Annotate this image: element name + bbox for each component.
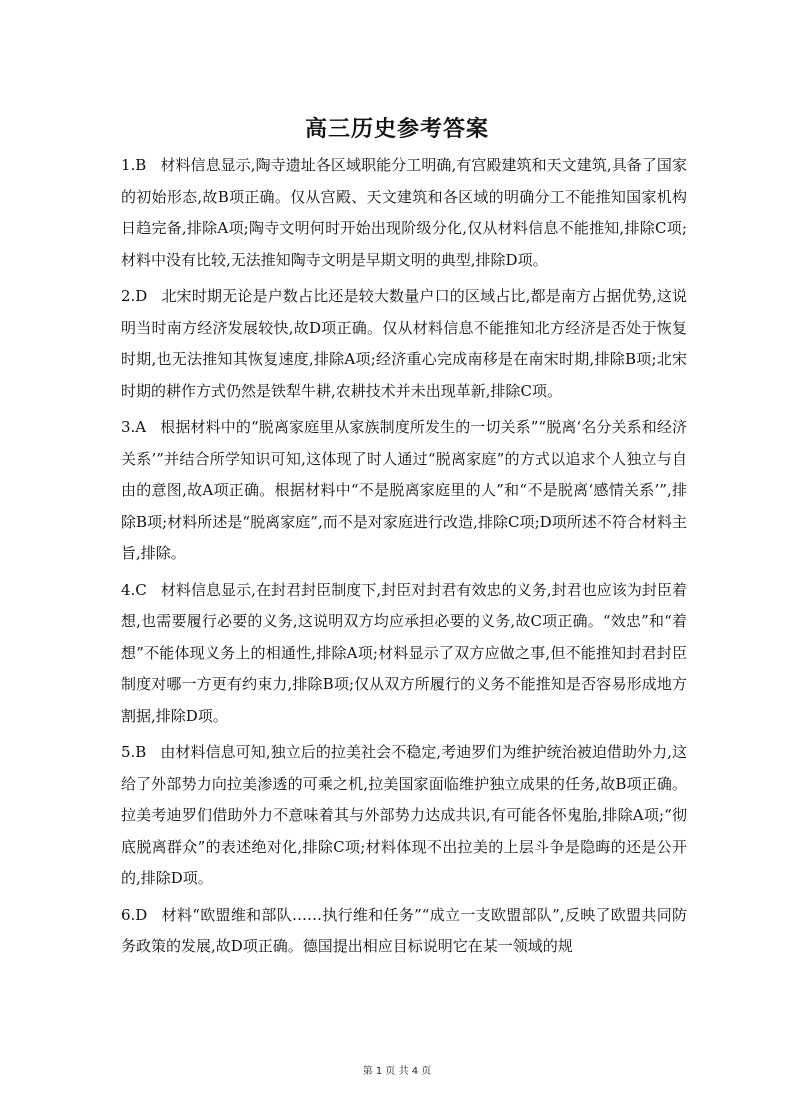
answer-text: 北宋时期无论是户数占比还是较大数量户口的区域占比,都是南方占据优势,这说明当时南方经济发展较快,故D项正确。仅从材料信息不能推知北方经济是否处于恢复时期,也无法推知其恢复速度,排除A项;经济重心完成南移是在南宋时期,排除B项;北宋时期的耕作方式仍然是铁犁牛耕,农耕技术并未出现革新,排除C项。	[121, 287, 687, 400]
answer-number: 3.A	[121, 418, 147, 436]
answer-text: 根据材料中的“脱离家庭里从家族制度所发生的一切关系”“脱离‘名分关系和经济关系’”并结合所学知识可知,这体现了时人通过“脱离家庭”的方式以追求个人独立与自由的意图,故A项正确。根据材料中“不是脱离家庭里的人”和“不是脱离‘感情关系’”,排除B项;材料所述是“脱离家庭”,而不是对家庭进行改造,排除C项;D项所述不符合材料主旨,排除。	[121, 418, 687, 562]
answer-item-4	[121, 575, 687, 733]
answer-item-2	[121, 281, 687, 407]
answer-text: 由材料信息可知,独立后的拉美社会不稳定,考迪罗们为维护统治被迫借助外力,这给了外部势力向拉美渗透的可乘之机,拉美国家面临维护独立成果的任务,故B项正确。拉美考迪罗们借助外力不意味着其与外部势力达成共识,有可能各怀鬼胎,排除A项;“彻底脱离群众”的表述绝对化,排除C项;材料体现不出拉美的上层斗争是隐晦的还是公开的,排除D项。	[121, 743, 687, 887]
answer-text: 材料“欧盟维和部队……执行维和任务”“成立一支欧盟部队”,反映了欧盟共同防务政策的发展,故D项正确。德国提出相应目标说明它在某一领域的规	[121, 905, 687, 955]
answer-number: 4.C	[121, 580, 147, 599]
answer-item-1	[121, 150, 687, 276]
answer-list	[121, 150, 687, 968]
answer-text: 材料信息显示,陶寺遗址各区域职能分工明确,有宫殿建筑和天文建筑,具备了国家的初始形态,故B项正确。仅从宫殿、天文建筑和各区域的明确分工不能推知国家机构日趋完备,排除A项;陶寺文明何时开始出现阶级分化,仅从材料信息不能推知,排除C项;材料中没有比较,无法推知陶寺文明是早期文明的典型,排除D项。	[121, 156, 687, 269]
answer-number: 5.B	[121, 743, 147, 761]
page-footer: 第 1 页 共 4 页	[362, 1066, 432, 1077]
answer-item-3	[121, 412, 687, 570]
answer-number: 2.D	[121, 287, 148, 305]
answer-number: 1.B	[121, 156, 147, 174]
answer-item-5	[121, 737, 687, 895]
answer-text: 材料信息显示,在封君封臣制度下,封臣对封君有效忠的义务,封君也应该为封臣着想,也需要履行必要的义务,这说明双方均应承担必要的义务,故C项正确。“效忠”和“着想”不能体现义务上的相通性,排除A项;材料显示了双方应做之事,但不能推知封君封臣制度对哪一方更有约束力,排除B项;仅从双方所履行的义务不能推知是否容易形成地方割据,排除D项。	[121, 580, 687, 725]
answer-item-6	[121, 900, 687, 963]
answer-number: 6.D	[121, 905, 148, 924]
page-title: 高三历史参考答案	[304, 117, 489, 142]
